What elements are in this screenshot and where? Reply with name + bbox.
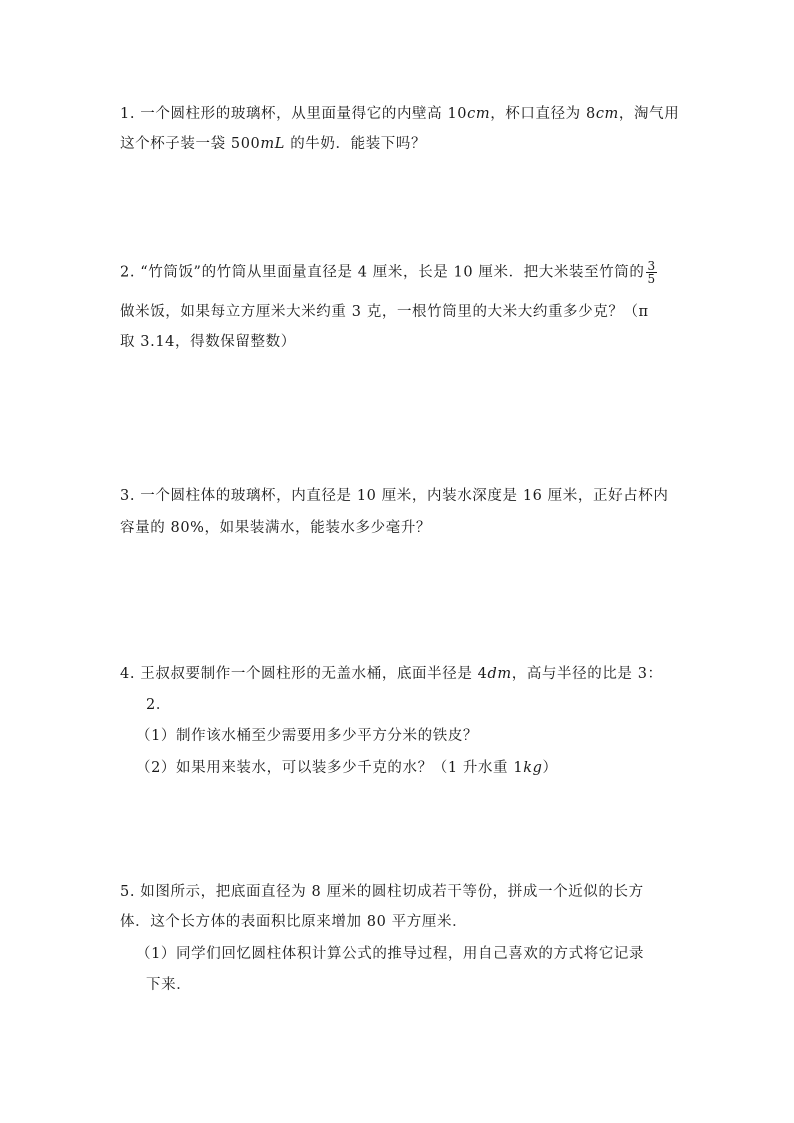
q1-text: 1. 一个圆柱形的玻璃杯，从里面量得它的内壁高 10 [120, 106, 468, 122]
q3-text: 容量的 80%，如果装满水，能装水多少毫升？ [120, 520, 432, 536]
q1-unit-ml: mL [260, 136, 285, 152]
q4-sub2-text: ） [542, 760, 558, 776]
question-5-sub-1-line-1 [136, 944, 696, 964]
q1-text: 这个杯子装一袋 500 [120, 136, 261, 152]
q3-text: 3. 一个圆柱体的玻璃杯，内直径是 10 厘米，内装水深度是 16 厘米，正好占杯内 [120, 488, 669, 504]
q1-text: ，杯口直径为 8 [490, 106, 596, 122]
fraction-denominator: 5 [647, 272, 656, 286]
question-5-line-1 [120, 882, 680, 902]
question-3-line-2 [120, 518, 680, 538]
question-5-sub-1-line-2 [146, 975, 706, 995]
question-3-line-1 [120, 486, 680, 506]
q4-sub1-text: （1）制作该水桶至少需要用多少平方分米的铁皮？ [136, 728, 479, 744]
question-4-line-2 [146, 695, 706, 715]
q5-sub1-text: 下来． [146, 977, 192, 993]
q4-unit-kg: kg [523, 760, 543, 776]
question-4-sub-2 [136, 758, 696, 778]
question-5-line-2 [120, 912, 680, 932]
q1-text: 的牛奶．能装下吗？ [284, 136, 427, 152]
question-1-line-1 [120, 104, 680, 124]
q4-text: ，高与半径的比是 3： [511, 666, 663, 682]
q1-unit-cm: cm [467, 106, 491, 122]
q4-sub2-text: （2）如果用来装水，可以装多少千克的水？（1 升水重 1 [136, 760, 524, 776]
fraction-numerator: 3 [647, 259, 656, 273]
question-4-line-1 [120, 664, 680, 684]
q5-sub1-text: （1）同学们回忆圆柱体积计算公式的推导过程，用自己喜欢的方式将它记录 [136, 946, 645, 962]
fraction-three-fifths [646, 260, 656, 285]
q5-text: 5. 如图所示，把底面直径为 8 厘米的圆柱切成若干等份，拼成一个近似的长方 [120, 884, 644, 900]
q2-text: 取 3.14，得数保留整数） [120, 334, 296, 350]
question-4-sub-1 [136, 726, 696, 746]
q2-text: 做米饭，如果每立方厘米大米约重 3 克，一根竹筒里的大米大约重多少克？（π [120, 304, 649, 320]
q2-text: 2. “竹筒饭”的竹筒从里面量直径是 4 厘米，长是 10 厘米．把大米装至竹筒的 [120, 264, 645, 281]
q1-unit-cm: cm [595, 106, 619, 122]
q4-unit-dm: dm [487, 666, 512, 682]
question-2-line-2 [120, 302, 680, 322]
q5-text: 体．这个长方体的表面积比原来增加 80 平方厘米． [120, 914, 468, 930]
question-2-line-3 [120, 332, 680, 352]
q4-text: 4. 王叔叔要制作一个圆柱形的无盖水桶，底面半径是 4 [120, 666, 488, 682]
q4-text: 2． [146, 697, 171, 713]
question-1-line-2 [120, 134, 680, 154]
question-2-line-1 [120, 260, 680, 285]
q1-text: ，淘气用 [618, 106, 680, 122]
